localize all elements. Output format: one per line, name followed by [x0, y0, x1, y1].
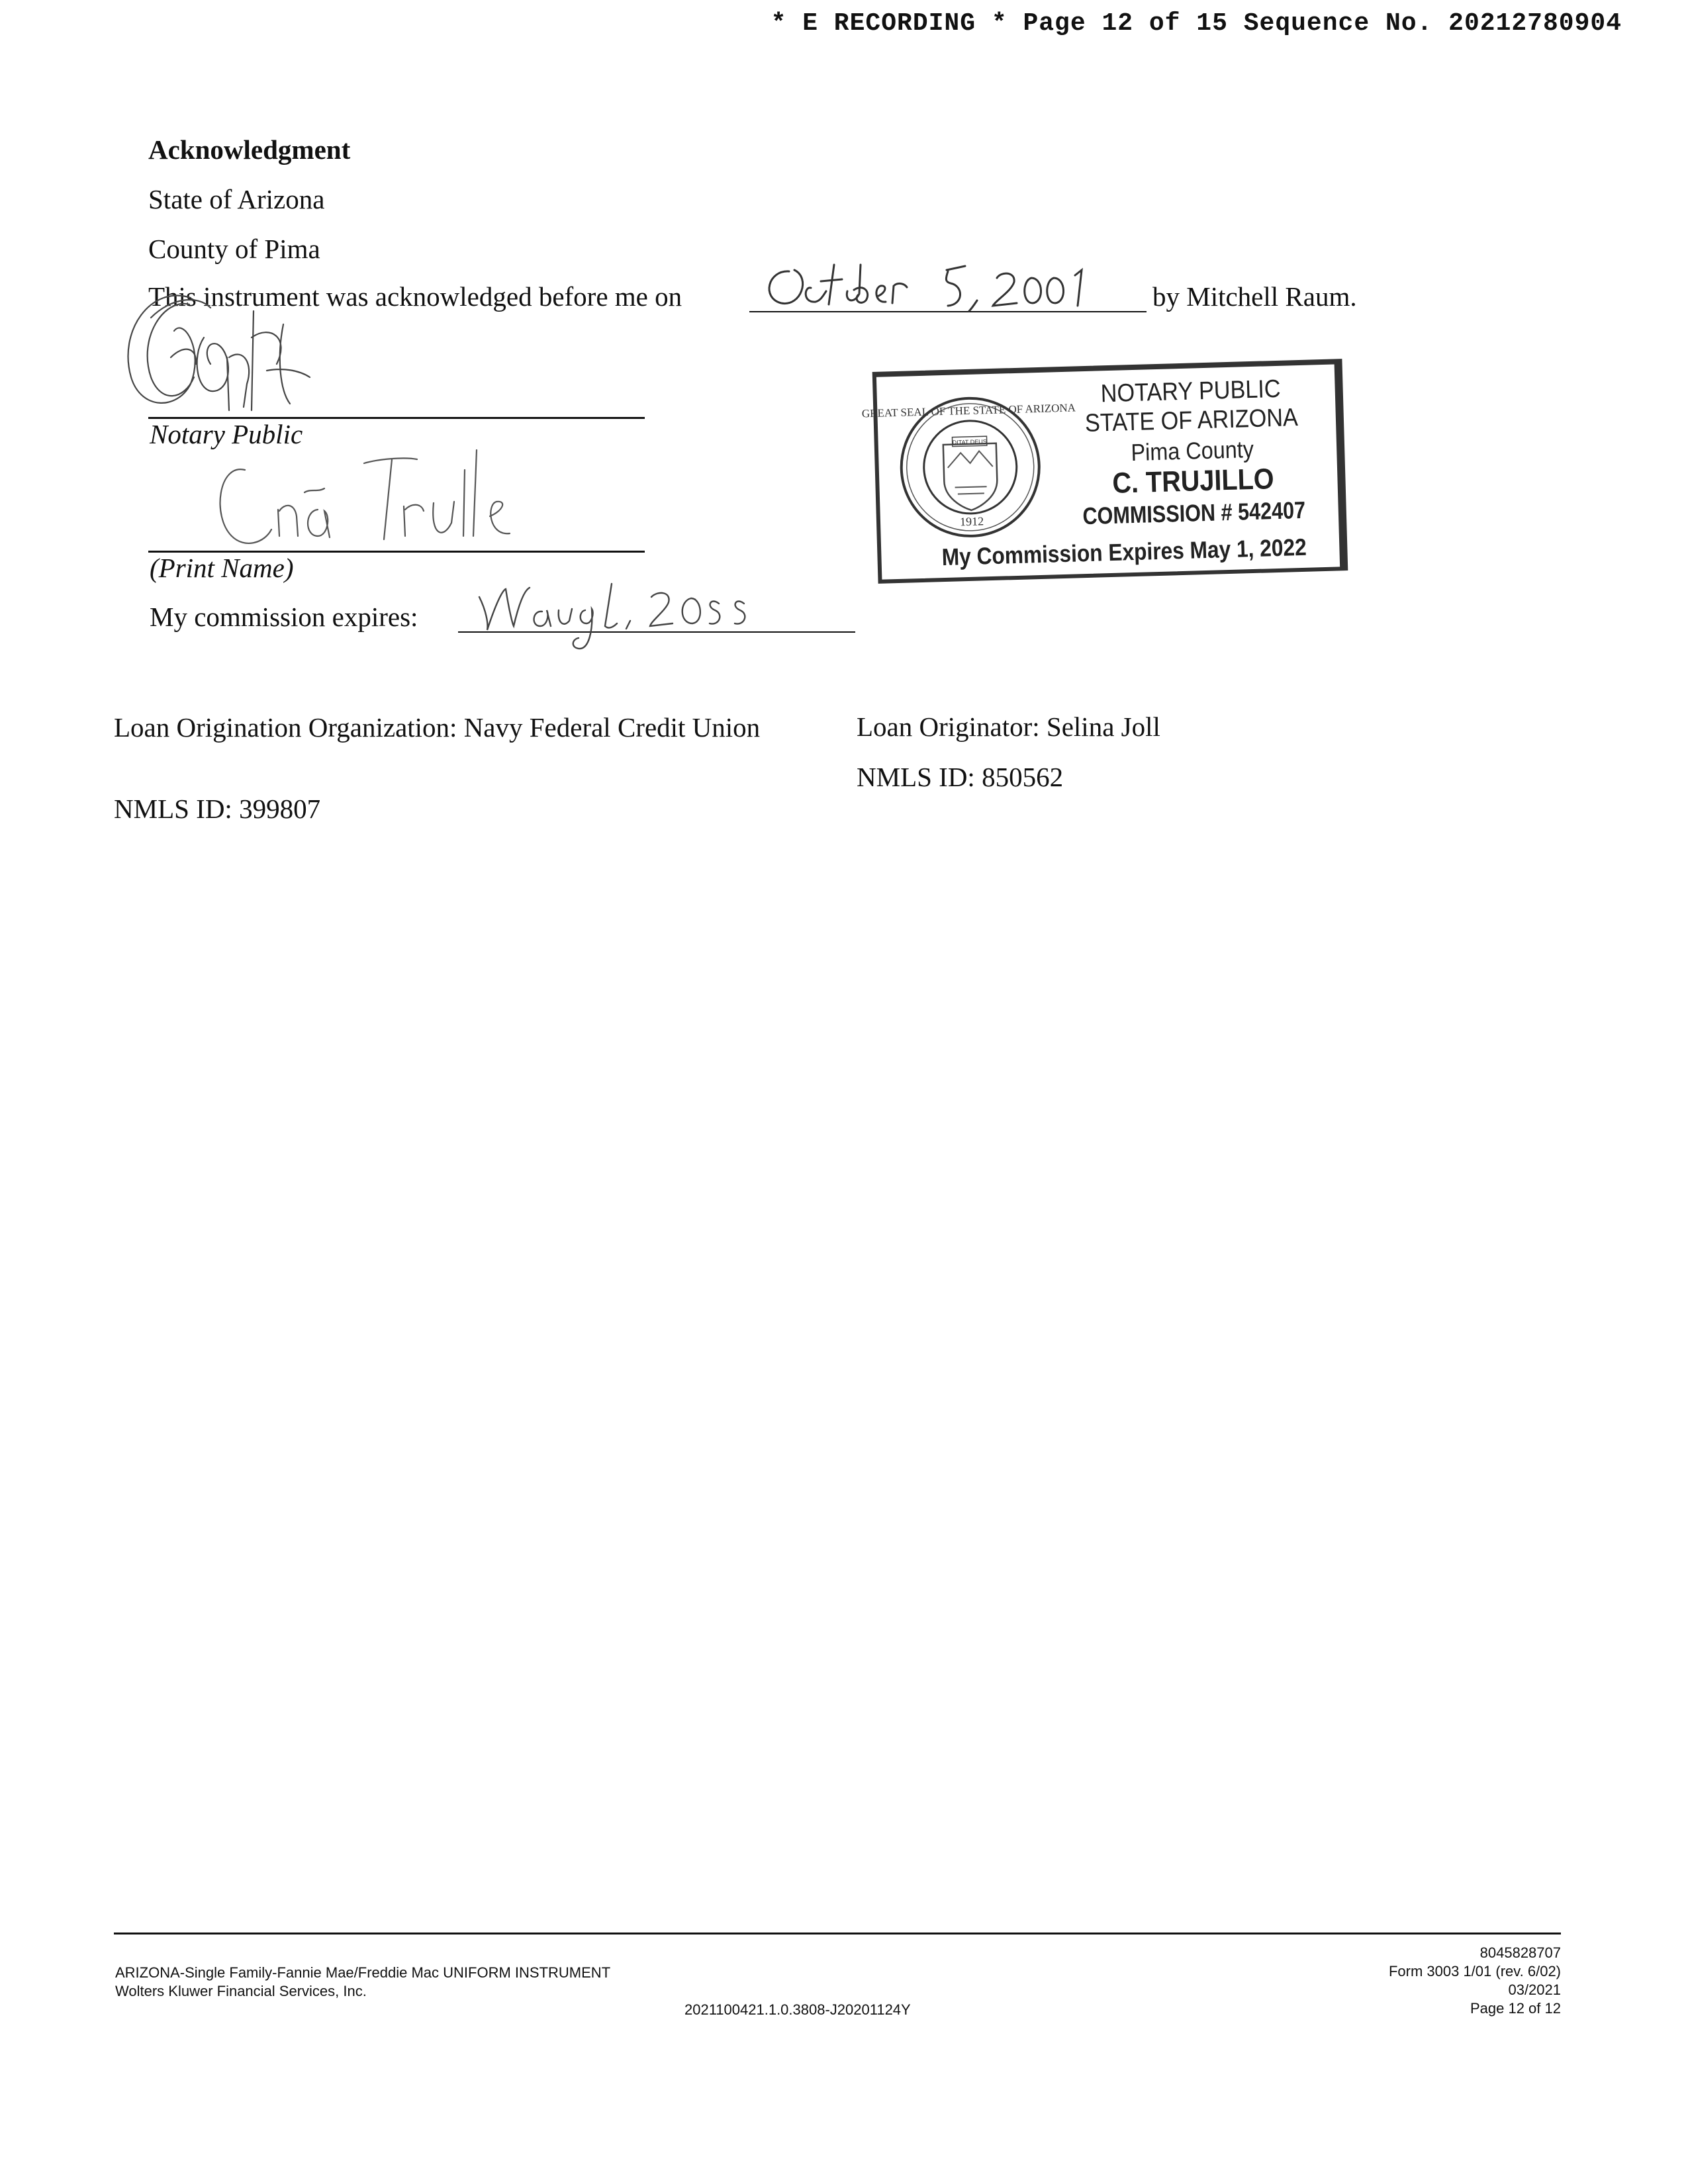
footer-publisher: Wolters Kluwer Financial Services, Inc.	[115, 1983, 367, 1999]
stamp-notary-public: NOTARY PUBLIC	[1100, 375, 1282, 408]
acknowledgment-by: by Mitchell Raum.	[1152, 281, 1357, 312]
footer-form-date: 03/2021	[1508, 1981, 1561, 1998]
loan-organization-nmls: NMLS ID: 399807	[114, 794, 321, 824]
print-name-label: (Print Name)	[150, 553, 294, 583]
stamp-state: STATE OF ARIZONA	[1084, 404, 1299, 438]
commission-expiration-handwriting	[473, 557, 790, 657]
acknowledgment-title: Acknowledgment	[148, 134, 351, 165]
state-line: State of Arizona	[148, 184, 325, 214]
seal-ring-text: GREAT SEAL OF THE STATE OF ARIZONA	[861, 401, 1076, 420]
stamp-notary-name: C. TRUJILLO	[1111, 463, 1275, 500]
print-name-handwriting	[205, 437, 549, 556]
commission-expires-label: My commission expires:	[150, 602, 418, 632]
handwritten-date-signature	[755, 251, 1152, 318]
seal-year: 1912	[959, 514, 984, 529]
notary-public-label: Notary Public	[150, 419, 303, 449]
notary-stamp	[861, 359, 1348, 584]
loan-originator: Loan Originator: Selina Joll	[857, 711, 1160, 742]
notary-signature	[111, 278, 336, 424]
footer-form-title: ARIZONA-Single Family-Fannie Mae/Freddie Mac UNIFORM INSTRUMENT	[115, 1964, 611, 1981]
loan-origination-organization: Loan Origination Organization: Navy Federal Credit Union	[114, 712, 761, 743]
stamp-expiration: My Commission Expires May 1, 2022	[941, 533, 1307, 571]
footer-rule	[114, 1933, 1561, 1934]
county-line: County of Pima	[148, 234, 320, 264]
stamp-county: Pima County	[1130, 435, 1254, 467]
loan-originator-nmls: NMLS ID: 850562	[857, 762, 1064, 792]
state-seal-icon	[861, 392, 1076, 542]
recording-banner: * E RECORDING * Page 12 of 15 Sequence No. 20212780904	[771, 9, 1622, 38]
stamp-commission-number: COMMISSION # 542407	[1082, 496, 1306, 530]
seal-motto: DITAT DEUS	[952, 438, 987, 446]
footer-loan-number: 8045828707	[1479, 1944, 1561, 1961]
footer-form-number: Form 3003 1/01 (rev. 6/02)	[1388, 1963, 1561, 1979]
footer-page-number: Page 12 of 12	[1470, 2000, 1561, 2017]
footer-document-code: 2021100421.1.0.3808-J20201124Y	[684, 2001, 911, 2018]
acknowledgment-statement: This instrument was acknowledged before me on	[148, 281, 682, 312]
